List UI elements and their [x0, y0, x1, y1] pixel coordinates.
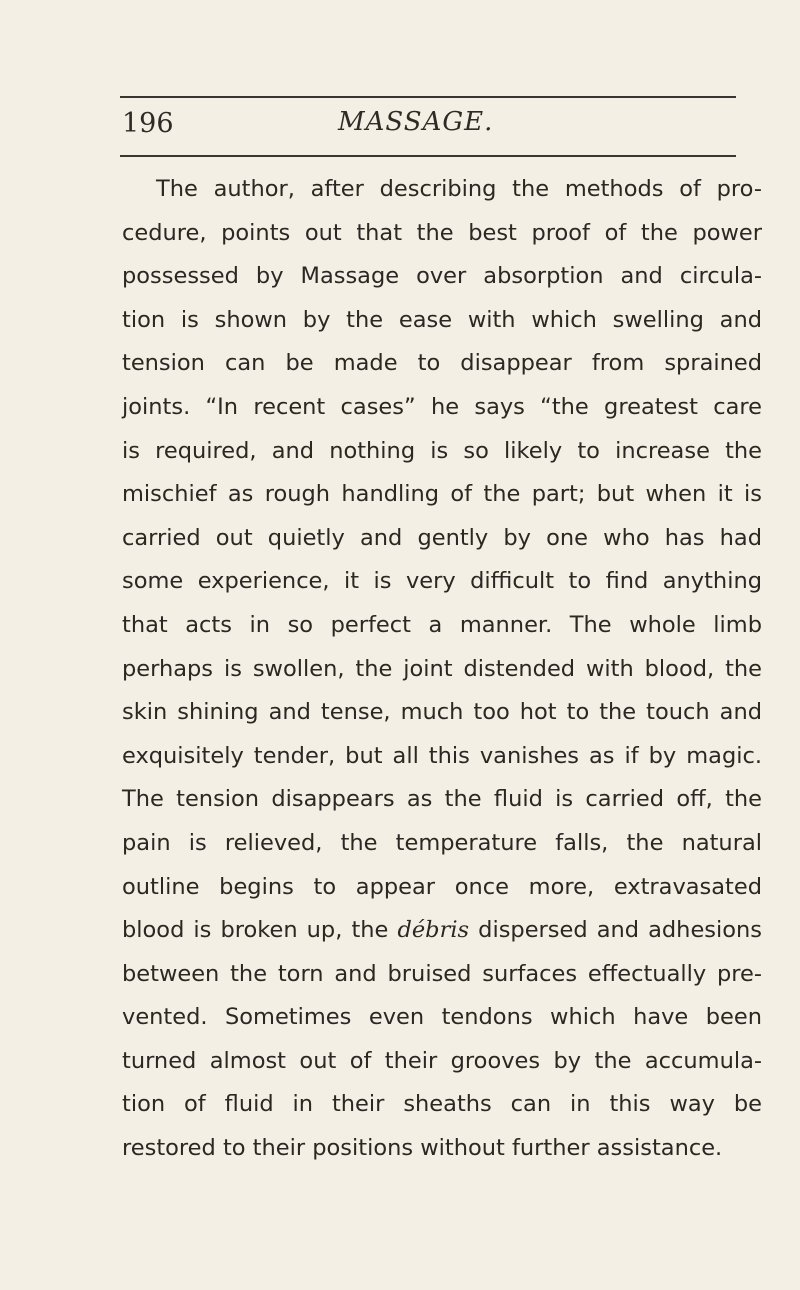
text-line: possessed by Massage over absorption and circula- [122, 263, 762, 290]
page-number: 196 [122, 108, 174, 139]
body-paragraph [122, 168, 762, 1171]
text-line: that acts in so perfect a manner. The whole limb [122, 611, 762, 638]
text-line: skin shining and tense, much too hot to the touch and [122, 699, 762, 726]
text-line: The author, after describing the methods of pro- [156, 176, 762, 202]
text-line: exquisitely tender, but all this vanishes as if by magic. [122, 742, 762, 769]
text-line: joints. “In recent cases” he says “the greatest care [122, 393, 762, 420]
text-segment: dispersed and adhesions [478, 917, 763, 944]
text-line: tension can be made to disappear from sprained [122, 350, 762, 377]
text-line: The tension disappears as the fluid is carried off, the [122, 786, 762, 813]
header-rule-top [120, 96, 736, 98]
running-head: MASSAGE. [338, 107, 494, 137]
text-line: vented. Sometimes even tendons which have been [122, 1004, 762, 1031]
text-line: restored to their positions without further assistance. [122, 1135, 723, 1162]
text-line: mischief as rough handling of the part; but when it is [122, 481, 762, 508]
text-line: tion of fluid in their sheaths can in this way be [122, 1091, 762, 1118]
text-line: perhaps is swollen, the joint distended with blood, the [122, 655, 762, 682]
text-line: pain is relieved, the temperature falls, the natural [122, 829, 762, 856]
text-line: some experience, it is very difficult to find anything [122, 568, 762, 595]
text-line-with-italic [122, 909, 762, 953]
text-line: tion is shown by the ease with which swelling and [122, 306, 762, 333]
italic-word: débris [397, 917, 470, 944]
text-line: outline begins to appear once more, extravasated [122, 873, 762, 900]
text-line: turned almost out of their grooves by the accumula- [122, 1047, 762, 1074]
text-line: cedure, points out that the best proof of the power [122, 219, 762, 246]
text-segment: blood is broken up, the [122, 917, 389, 944]
text-line: is required, and nothing is so likely to increase the [122, 437, 762, 464]
text-line: carried out quietly and gently by one who has had [122, 524, 762, 551]
header-rule-bottom [120, 155, 736, 157]
text-line: between the torn and bruised surfaces effectually pre- [122, 960, 762, 987]
